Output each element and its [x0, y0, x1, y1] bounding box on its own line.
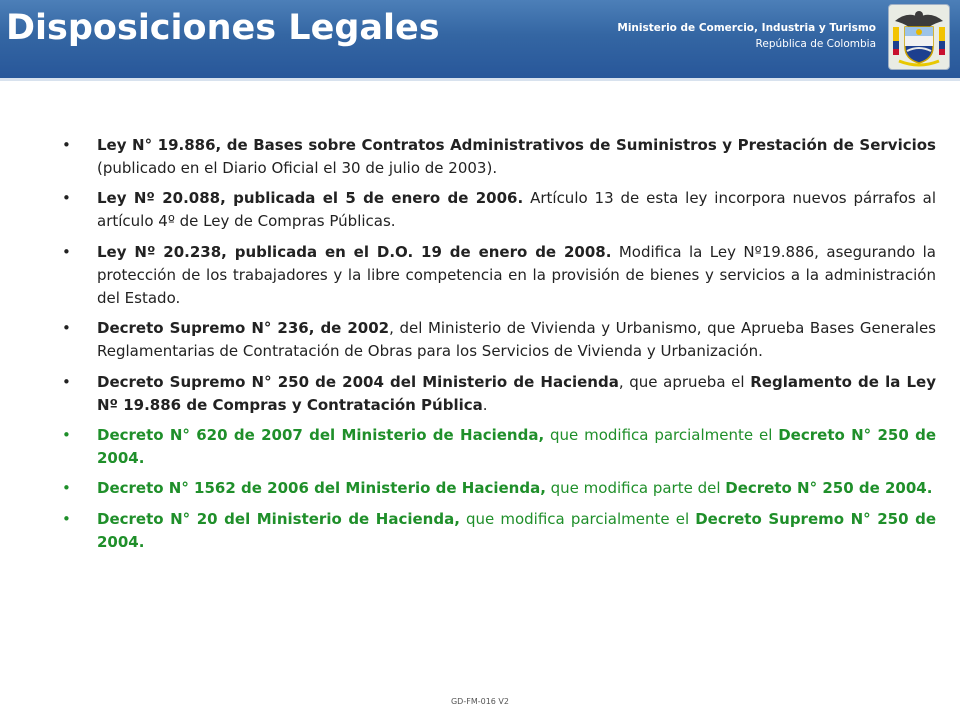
bullet: •: [62, 242, 71, 261]
bullet: •: [62, 136, 71, 154]
slide-header: [0, 0, 960, 81]
item-text: , del Ministerio de Vivienda y Urbanismo, que Aprueba Bases Generales Reglamentarias de Contratación de Obras para los Servicios de Vivienda y Urbanización.: [97, 319, 936, 361]
bullet: •: [62, 479, 71, 498]
item-title: Decreto Supremo N° 236, de 2002: [97, 319, 390, 338]
list-item: [62, 424, 936, 470]
item-text: que modifica parte del: [545, 479, 726, 498]
ministry-line2: República de Colombia: [755, 38, 876, 50]
item-title-2: Reglamento de la Ley Nº 19.886 de Compras y Contratación Pública: [97, 372, 936, 414]
item-title: Ley N° 19.886, de Bases sobre Contratos Administrativos de Suministros y Prestación de Servicios: [97, 136, 936, 154]
legal-list: [62, 134, 936, 561]
bullet: •: [62, 425, 71, 444]
bullet: •: [62, 189, 71, 208]
list-item: [62, 241, 936, 310]
item-title: Decreto N° 1562 de 2006 del Ministerio de Hacienda,: [97, 479, 546, 498]
bullet: •: [62, 319, 71, 338]
list-item: [62, 317, 936, 363]
item-title-2: Decreto N° 250 de 2004.: [97, 425, 936, 467]
list-item: [62, 187, 936, 233]
item-text: Modifica la Ley Nº19.886, asegurando la protección de los trabajadores y la libre competencia en la provisión de bienes y servicios a la administración del Estado.: [97, 242, 936, 307]
list-item: [62, 371, 936, 417]
ministry-name: [617, 20, 876, 52]
item-text: Artículo 13 de esta ley incorpora nuevos párrafos al artículo 4º de Ley de Compras Públicas.: [97, 189, 936, 231]
list-item: [62, 508, 936, 554]
item-text-2: .: [482, 395, 488, 414]
item-text: que modifica parcialmente el: [459, 509, 696, 528]
footer-code: GD-FM-016 V2: [450, 697, 509, 706]
item-title: Ley Nº 20.088, publicada el 5 de enero de 2006.: [97, 189, 524, 208]
colombia-coat-of-arms-icon: [888, 4, 950, 70]
item-title-2: Decreto N° 250 de 2004.: [725, 479, 933, 498]
item-title: Decreto N° 620 de 2007 del Ministerio de Hacienda,: [97, 425, 545, 444]
item-title: Decreto N° 20 del Ministerio de Hacienda,: [97, 509, 460, 528]
item-title-2: Decreto Supremo N° 250 de 2004.: [97, 509, 936, 551]
item-text: (publicado en el Diario Oficial el 30 de julio de 2003).: [97, 159, 498, 177]
list-item: [62, 134, 936, 180]
item-text: , que aprueba el: [618, 372, 751, 391]
item-title: Ley Nº 20.238, publicada en el D.O. 19 de enero de 2008.: [97, 242, 612, 261]
ministry-line1: Ministerio de Comercio, Industria y Turismo: [617, 22, 876, 34]
page-title: Disposiciones Legales: [6, 8, 440, 48]
item-text: que modifica parcialmente el: [544, 425, 779, 444]
bullet: •: [62, 509, 71, 528]
list-item: [62, 477, 936, 500]
bullet: •: [62, 372, 71, 391]
item-title: Decreto Supremo N° 250 de 2004 del Ministerio de Hacienda: [97, 372, 619, 391]
